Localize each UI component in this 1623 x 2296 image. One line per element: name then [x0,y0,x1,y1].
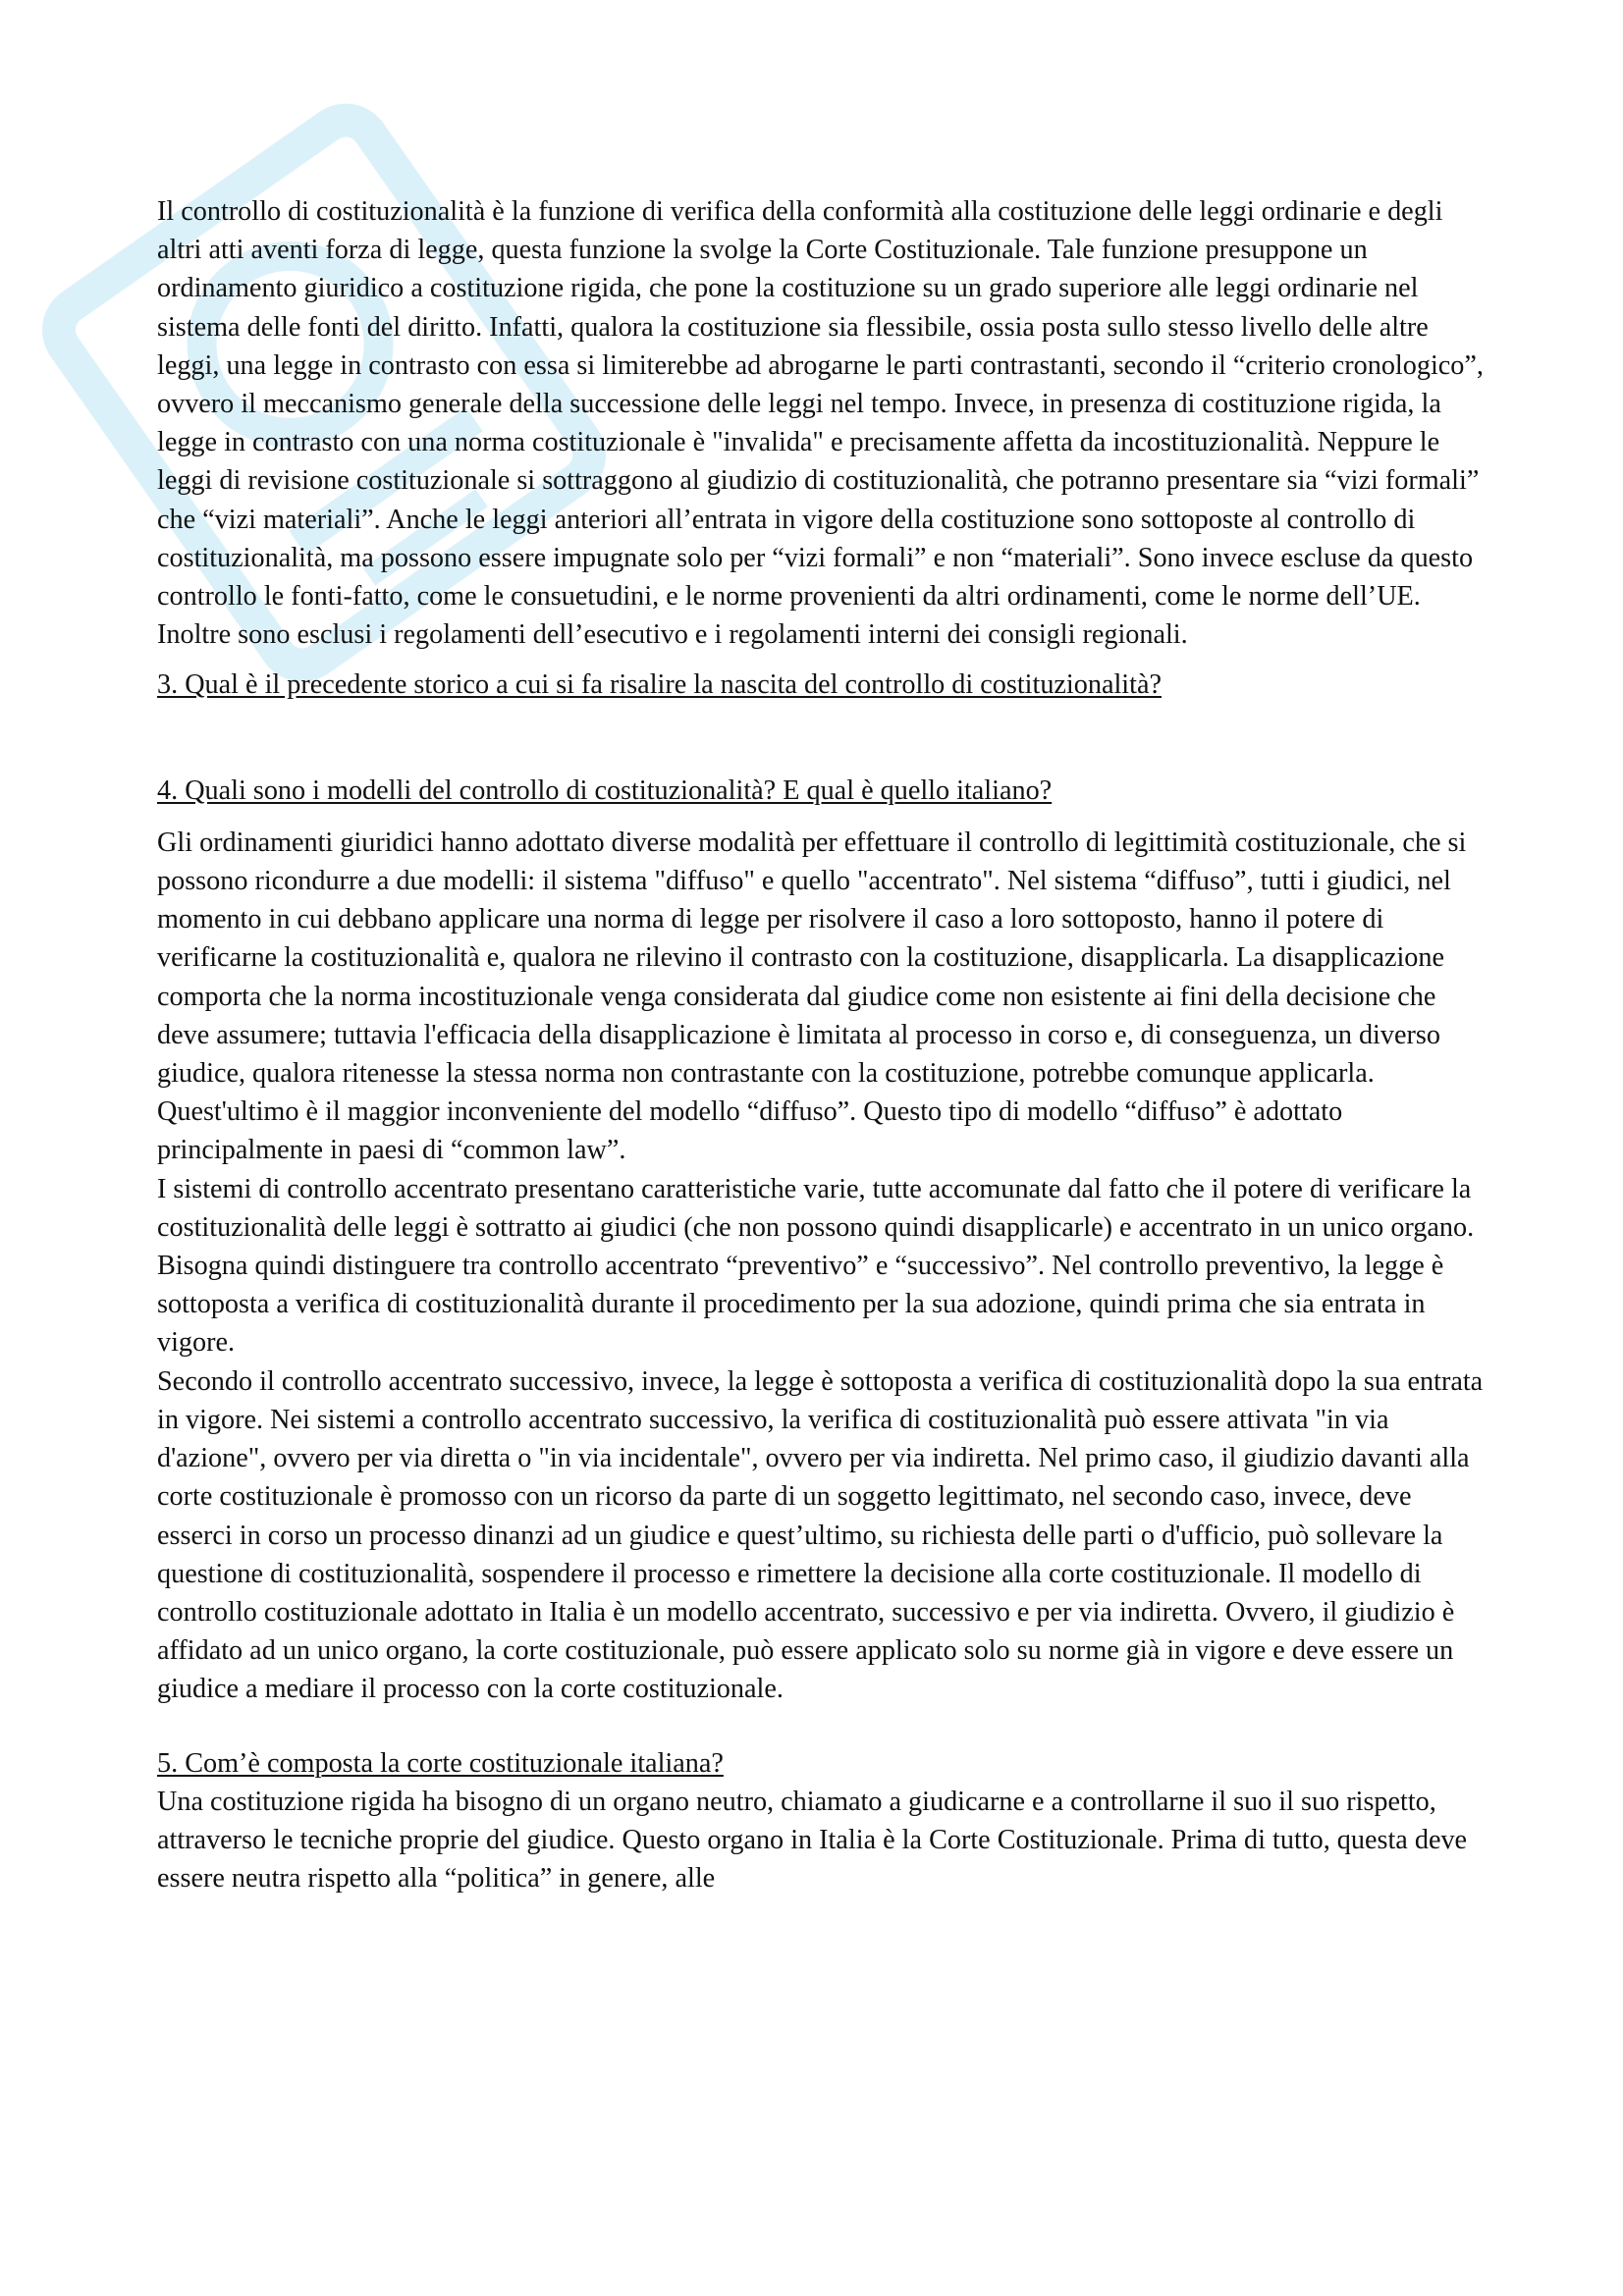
heading-question-5: 5. Com’è composta la corte costituzionale italiana? [157,1747,724,1779]
paragraph-sistemi-accentrati: I sistemi di controllo accentrato presentano caratteristiche varie, tutte accomunate dal fatto che il potere di verificare la costituzionalità delle leggi è sottratto ai giudici (che non possono quindi disapplicarle) e accentrato in un unico organo. Bisogna quindi distinguere tra controllo accentrato “preventivo” e “successivo”. Nel controllo preventivo, la legge è sottoposta a verifica di costituzionalità durante il procedimento per la sua adozione, quindi prima che sia entrata in vigore. [157,1173,1475,1359]
paragraph-sistema-diffuso: Gli ordinamenti giuridici hanno adottato diverse modalità per effettuare il controllo di legittimità costituzionale, che si possono ricondurre a due modelli: il sistema "diffuso" e quello "accentrato". Nel sistema “diffuso”, tutti i giudici, nel momento in cui debbano applicare una norma di legge per risolvere il caso a loro sottoposto, hanno il potere di verificarne la costituzionalità e, qualora ne rilevino il contrasto con la costituzione, disapplicarla. La disapplicazione comporta che la norma incostituzionale venga considerata dal giudice come non esistente ai fini della decisione che deve assumere; tuttavia l'efficacia della disapplicazione è limitata al processo in corso e, di conseguenza, un diverso giudice, qualora ritenesse la stessa norma non contrastante con la costituzione, potrebbe comunque applicarla. Quest'ultimo è il maggior inconveniente del modello “diffuso”. Questo tipo di modello “diffuso” è adottato principalmente in paesi di “common law”. [157,827,1467,1166]
heading-question-4: 4. Quali sono i modelli del controllo di costituzionalità? E qual è quello italiano? [157,774,1053,806]
paragraph-controllo-definizione: Il controllo di costituzionalità è la funzione di verifica della conformità alla costituzione delle leggi ordinarie e degli altri atti aventi forza di legge, questa funzione la svolge la Corte Costituzionale. Tale funzione presuppone un ordinamento giuridico a costituzione rigida, che pone la costituzione su un grado superiore alle leggi ordinarie nel sistema delle fonti del diritto. Infatti, qualora la costituzione sia flessibile, ossia posta sullo stesso livello delle altre leggi, una legge in contrasto con essa si limiterebbe ad abrogarne le parti contrastanti, secondo il “criterio cronologico”, ovvero il meccanismo generale della successione delle leggi nel tempo. Invece, in presenza di costituzione rigida, la legge in contrasto con una norma costituzionale è "invalida" e precisamente affetta da incostituzionalità. Neppure le leggi di revisione costituzionale si sottraggono al giudizio di costituzionalità, che potranno presentare sia “vizi formali” che “vizi materiali”. Anche le leggi anteriori all’entrata in vigore della costituzione sono sottoposte al controllo di costituzionalità, ma possono essere impugnate solo per “vizi formali” e non “materiali”. Sono invece escluse da questo controllo le fonti-fatto, come le consuetudini, e le norme provenienti da altri ordinamenti, come le norme dell’UE. Inoltre sono esclusi i regolamenti dell’esecutivo e i regolamenti interni dei consigli regionali. [157,196,1484,651]
heading-question-3: 3. Qual è il precedente storico a cui si fa risalire la nascita del controllo di costituzionalità? [157,669,1162,701]
paragraph-controllo-successivo: Secondo il controllo accentrato successivo, invece, la legge è sottoposta a verifica di costituzionalità dopo la sua entrata in vigore. Nei sistemi a controllo accentrato successivo, la verifica di costituzionalità può essere attivata "in via d'azione", ovvero per via diretta o "in via incidentale", ovvero per via indiretta. Nel primo caso, il giudizio davanti alla corte costituzionale è promosso con un ricorso da parte di un soggetto legittimato, nel secondo caso, invece, deve esserci in corso un processo dinanzi ad un giudice e quest’ultimo, su richiesta delle parti o d'ufficio, può sollevare la questione di costituzionalità, sospendere il processo e rimettere la decisione alla corte costituzionale. Il modello di controllo costituzionale adottato in Italia è un modello accentrato, successivo e per via indiretta. Ovvero, il giudizio è affidato ad un unico organo, la corte costituzionale, può essere applicato solo su norme già in vigore e deve essere un giudice a mediare il processo con la corte costituzionale. [157,1365,1484,1705]
paragraph-composizione-corte: Una costituzione rigida ha bisogno di un organo neutro, chiamato a giudicarne e a controllarne il suo il suo rispetto, attraverso le tecniche proprie del giudice. Questo organo in Italia è la Corte Costituzionale. Prima di tutto, questa deve essere neutra rispetto alla “politica” in genere, alle [157,1786,1468,1895]
document-page [157,192,1492,1897]
